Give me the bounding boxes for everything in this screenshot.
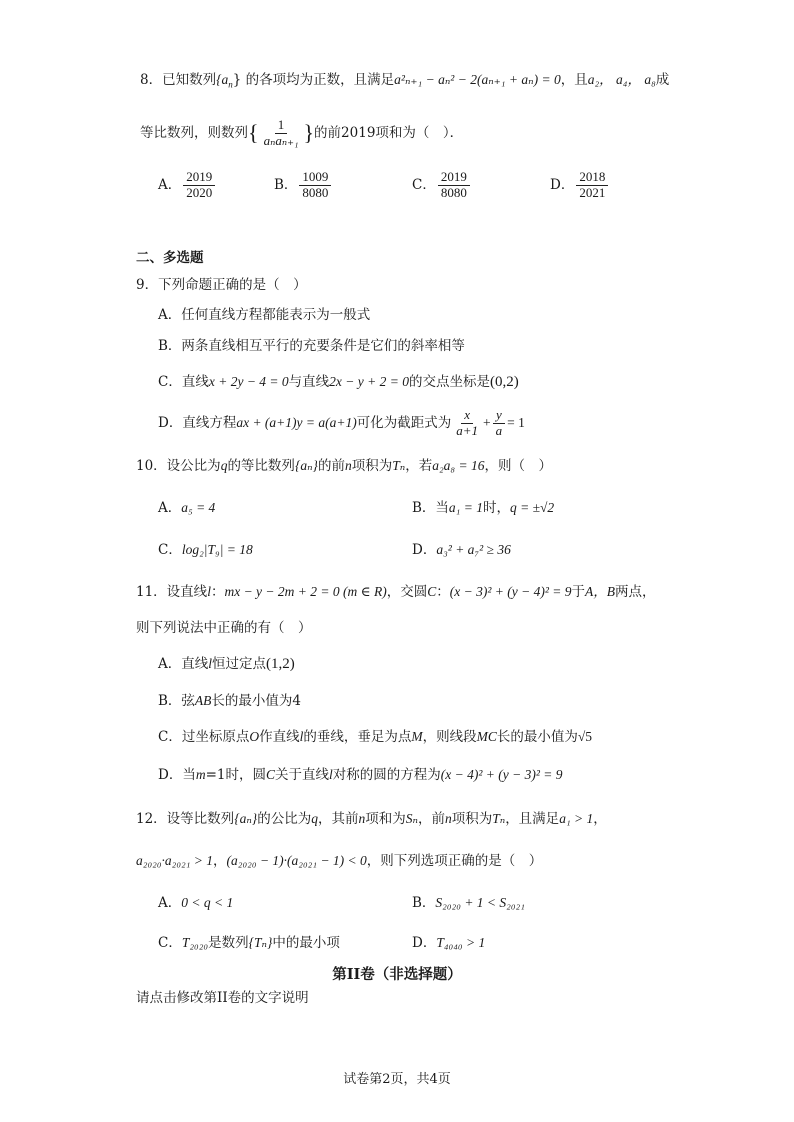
q11-stem-line2: 则下列说法中正确的有（ ） [136,620,312,636]
q12-option-c: C．T₂₀₂₀是数列{Tₙ}中的最小项 [158,935,340,951]
q11-stem-line1: 11．设直线l：mx − y − 2m + 2 = 0 (m ∈ R)，交圆C：(x − 3)² + (y − 4)² = 9于A，B两点， [136,584,656,600]
q10-option-c: C．log₂|T₉| = 18 [158,542,253,558]
q9-option-a: A．任何直线方程都能表示为一般式 [158,307,371,323]
q12-stem-line1: 12．设等比数列{aₙ}的公比为q，其前n项和为Sₙ，前n项积为Tₙ，且满足a₁ > 1， [136,811,607,827]
q8-option-c: C． $\frac{2019}{8080}$ [412,170,472,201]
q11-option-b: B．弦AB长的最小值为4 [158,693,302,709]
q11-option-a: A．直线l恒过定点(1,2) [158,656,295,672]
q10-stem: 10．设公比为q的等比数列{aₙ}的前n项积为Tₙ，若a₂a₈ = 16，则（ ） [136,458,552,474]
q9-option-b: B．两条直线相互平行的充要条件是它们的斜率相等 [158,338,465,354]
q8-stem-line1: 8．已知数列$\{a_n\}$ 的各项均为正数，且满足a²ₙ₊₁ − aₙ² − 2(aₙ₊₁ + aₙ) = 0，且a₂， a₄， a₈成 [140,72,670,90]
q8-option-d: D． $\frac{2018}{2021}$ [550,170,610,201]
q10-option-d: D．a₃² + a₇² ≥ 36 [412,542,511,558]
q8-stem-line2: 等比数列，则数列{ $\frac{1}{\text{aₙaₙ₊₁}}$ }的前2019项和为（ ）． [140,117,464,148]
part2-title: 第II卷（非选择题） [332,966,462,983]
q8-equation: a²ₙ₊₁ − aₙ² − 2(aₙ₊₁ + aₙ) = 0 [394,72,561,87]
q8-option-b: B． $\frac{1009}{8080}$ [274,170,333,201]
q11-option-d: D．当m=1时，圆C关于直线l对称的圆的方程为(x − 4)² + (y − 3)² = 9 [158,767,563,783]
part2-note[interactable]: 请点击修改第II卷的文字说明 [136,990,309,1006]
q8-option-a: A． $\frac{2019}{2020}$ [158,170,217,201]
q9-option-d: D．直线方程ax + (a+1)y = a(a+1)可化为截距式为 $\frac{x}{a+1}$ + $\frac{y}{a}$ = 1 [158,407,525,438]
q11-option-c: C．过坐标原点O作直线l的垂线，垂足为点M，则线段MC长的最小值为√5 [158,729,593,745]
q12-option-a: A．0 < q < 1 [158,895,234,911]
q10-option-a: A．a₅ = 4 [158,500,216,516]
section-title-multi-choice: 二、多选题 [136,250,204,266]
q12-stem-line2: a₂₀₂₀·a₂₀₂₁ > 1，(a₂₀₂₀ − 1)·(a₂₀₂₁ − 1) < 0，则下列选项正确的是（ ） [136,853,543,869]
page-footer: 试卷第2页，共4页 [343,1072,451,1087]
q12-option-b: B．S₂₀₂₀ + 1 < S₂₀₂₁ [412,895,525,911]
q9-option-c: C．直线x + 2y − 4 = 0与直线2x − y + 2 = 0的交点坐标是(0,2) [158,374,519,390]
q12-option-d: D．T₄₀₄₀ > 1 [412,935,486,951]
q8-fraction: $\frac{1}{\text{aₙaₙ₊₁}}$ [263,117,299,148]
q9-stem: 9．下列命题正确的是（ ） [136,277,307,293]
q10-option-b: B．当a₁ = 1时，q = ±√2 [412,500,555,516]
